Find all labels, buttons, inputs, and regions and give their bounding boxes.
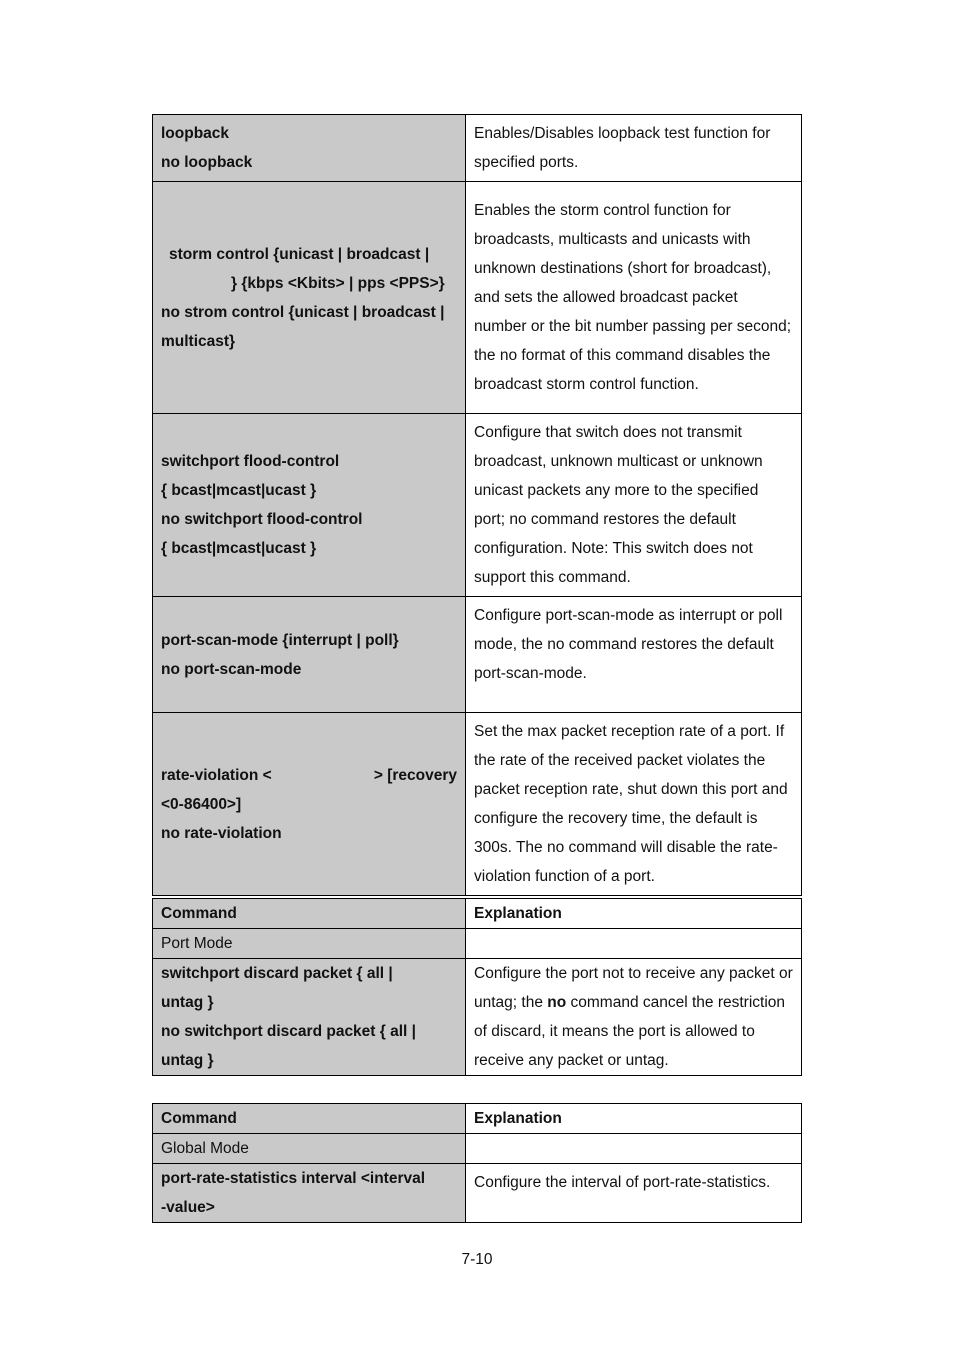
command-line: -value>: [161, 1199, 215, 1216]
command-line: switchport discard packet { all |: [161, 965, 393, 982]
command-fragment: > [recovery: [373, 766, 457, 784]
command-line: } {kbps <Kbits> | pps <PPS>}: [231, 274, 445, 292]
table-row: [153, 713, 802, 896]
command-line: { bcast|mcast|ucast }: [161, 482, 317, 499]
command-table-1: [152, 114, 802, 896]
explanation-text: command cancel the restriction of discard, it means the port is allowed to receive any packet or untag.: [474, 994, 786, 1069]
command-cell: [153, 414, 466, 597]
header-row: [153, 1104, 802, 1134]
command-line: { bcast|mcast|ucast }: [161, 540, 317, 557]
command-line: port-scan-mode {interrupt | poll}: [161, 631, 399, 649]
command-cell: [153, 182, 466, 414]
explanation-text: Configure the port not to receive any packet or untag; the: [474, 965, 793, 1011]
command-cell: [153, 597, 466, 713]
table-row: [153, 182, 802, 414]
command-cell: [153, 1164, 466, 1223]
explanation-cell: [466, 959, 802, 1076]
table-row: [153, 597, 802, 713]
command-line: no strom control {unicast | broadcast |: [161, 303, 445, 321]
page-number: 7-10: [461, 1251, 493, 1268]
command-cell: [153, 115, 466, 182]
explanation-cell: Enables the storm control function for broadcasts, multicasts and unicasts with unknown destinations (short for broadcast), and sets the allowed broadcast packet number or the bit number passing per second; the no format of this command disables the broadcast storm control function.: [466, 182, 802, 414]
explanation-cell: Configure that switch does not transmit broadcast, unknown multicast or unknown unicast packets any more to the specified port; no command restores the default configuration. Note: This switch does not support this command.: [466, 414, 802, 597]
explanation-cell: Set the max packet reception rate of a port. If the rate of the received packet violates the packet reception rate, shut down this port and configure the recovery time, the default is 300s. The no command will disable the rate-violation function of a port.: [466, 713, 802, 896]
explanation-cell: Enables/Disables loopback test function for specified ports.: [466, 115, 802, 182]
command-line: no switchport discard packet { all |: [161, 1023, 416, 1040]
table-row: [153, 115, 802, 182]
command-cell: [153, 959, 466, 1076]
mode-row: [153, 929, 802, 959]
command-line: multicast}: [161, 332, 236, 350]
mode-cell: Global Mode: [153, 1134, 466, 1164]
header-explanation: Explanation: [466, 899, 802, 929]
command-line: no loopback: [161, 154, 253, 171]
command-line: storm control {unicast | broadcast |: [169, 245, 430, 263]
mode-empty-cell: [466, 929, 802, 959]
command-line: [161, 761, 457, 790]
mode-row: [153, 1134, 802, 1164]
explanation-cell: Configure port-scan-mode as interrupt or poll mode, the no command restores the default port-scan-mode.: [466, 597, 802, 713]
command-line: switchport flood-control: [161, 453, 340, 470]
command-table-3: [152, 1103, 802, 1223]
header-command: Command: [153, 1104, 466, 1134]
command-fragment: rate-violation <: [161, 766, 272, 784]
explanation-cell: Configure the interval of port-rate-statistics.: [466, 1164, 802, 1223]
command-line: no rate-violation: [161, 824, 282, 842]
command-line: no port-scan-mode: [161, 660, 302, 678]
command-line: untag }: [161, 994, 214, 1011]
mode-cell: Port Mode: [153, 929, 466, 959]
table-row: [153, 414, 802, 597]
command-line: loopback: [161, 125, 230, 142]
header-explanation: Explanation: [466, 1104, 802, 1134]
header-row: [153, 899, 802, 929]
header-command: Command: [153, 899, 466, 929]
mode-empty-cell: [466, 1134, 802, 1164]
table-row: [153, 1164, 802, 1223]
command-line: no switchport flood-control: [161, 511, 363, 528]
explanation-keyword: no: [547, 994, 567, 1011]
command-line: untag }: [161, 1052, 214, 1069]
command-line: port-rate-statistics interval <interval: [161, 1170, 426, 1187]
table-row: [153, 959, 802, 1076]
command-cell: [153, 713, 466, 896]
command-line: <0-86400>]: [161, 795, 242, 813]
command-table-2: [152, 898, 802, 1076]
